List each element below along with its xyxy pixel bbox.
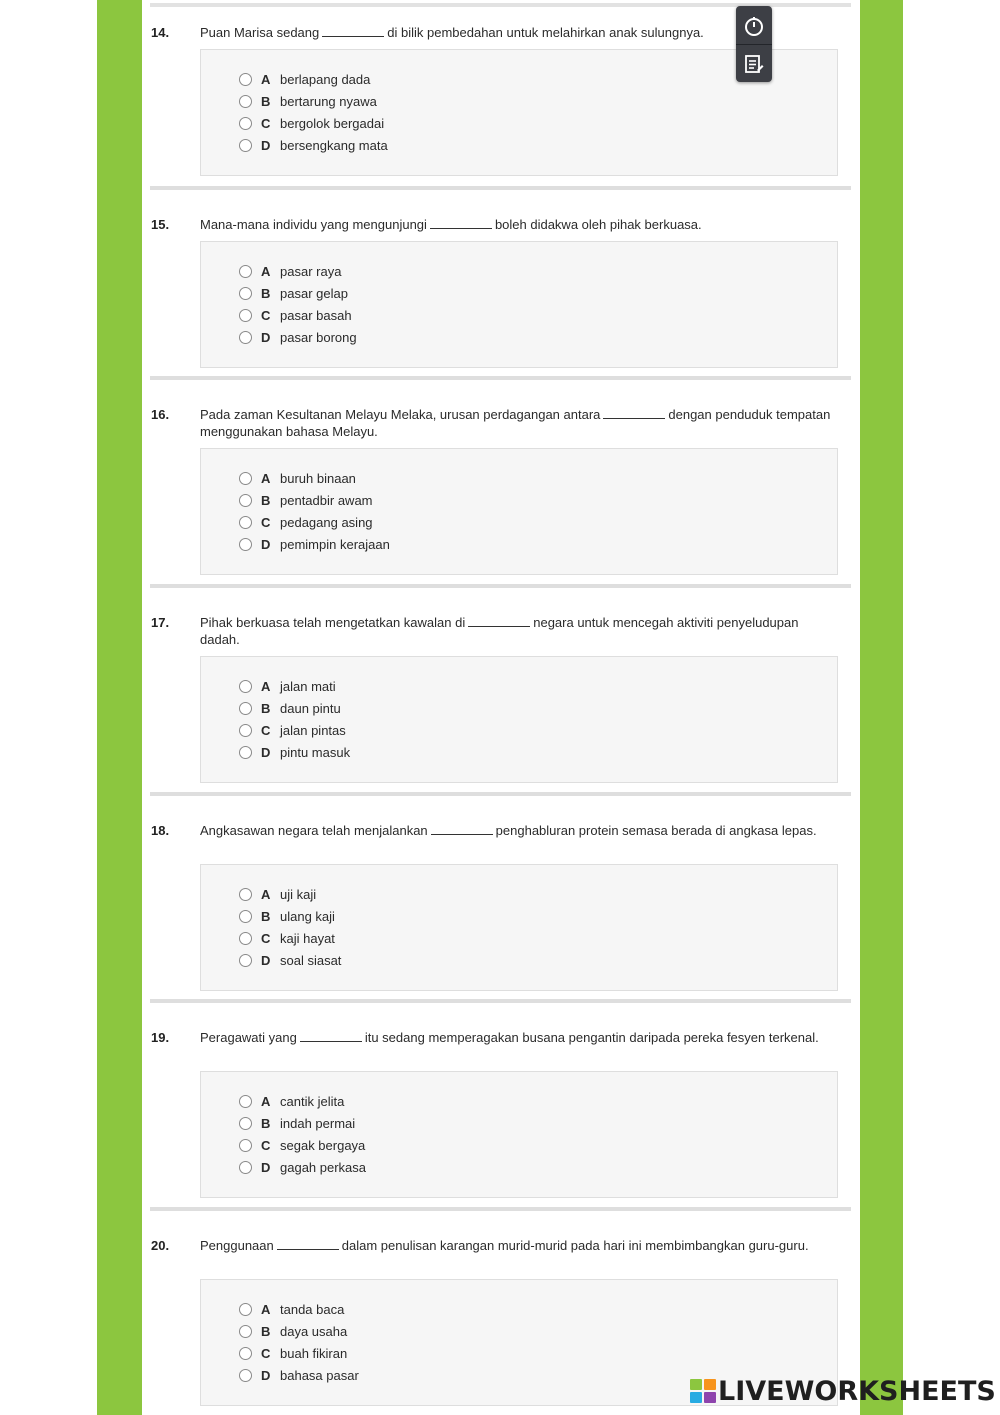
question-text-before: Peragawati yang xyxy=(200,1030,297,1045)
radio-button[interactable] xyxy=(239,1161,252,1174)
option-letter: D xyxy=(261,138,271,154)
option-text: bahasa pasar xyxy=(280,1368,359,1384)
option-letter: D xyxy=(261,1160,271,1176)
radio-button[interactable] xyxy=(239,1325,252,1338)
option-d[interactable] xyxy=(239,952,341,970)
option-c[interactable] xyxy=(239,930,335,948)
option-a[interactable] xyxy=(239,469,356,487)
answer-blank xyxy=(277,1239,339,1250)
question-divider xyxy=(150,792,851,796)
question-divider xyxy=(150,376,851,380)
radio-button[interactable] xyxy=(239,472,252,485)
option-b[interactable] xyxy=(239,699,341,717)
question-number: 20. xyxy=(151,1238,170,1253)
radio-button[interactable] xyxy=(239,331,252,344)
option-letter: B xyxy=(261,1115,271,1131)
radio-button[interactable] xyxy=(239,287,252,300)
question-text-before: Angkasawan negara telah menjalankan xyxy=(200,823,428,838)
options-box xyxy=(200,864,838,991)
option-letter: D xyxy=(261,330,271,346)
option-letter: D xyxy=(261,537,271,553)
radio-button[interactable] xyxy=(239,95,252,108)
option-text: pasar basah xyxy=(280,308,352,324)
option-text: jalan mati xyxy=(280,678,336,694)
option-b[interactable] xyxy=(239,1114,355,1132)
option-letter: D xyxy=(261,953,271,969)
answer-blank xyxy=(603,408,665,419)
option-letter: B xyxy=(261,700,271,716)
notes-icon xyxy=(743,53,765,75)
option-d[interactable] xyxy=(239,137,388,155)
option-text: buah fikiran xyxy=(280,1346,348,1362)
liveworksheets-logo-icon xyxy=(690,1379,716,1403)
option-text: pintu masuk xyxy=(280,745,351,761)
option-b[interactable] xyxy=(239,907,335,925)
question-number: 14. xyxy=(151,25,170,40)
option-text: tanda baca xyxy=(280,1301,345,1317)
radio-button[interactable] xyxy=(239,1139,252,1152)
option-letter: A xyxy=(261,263,271,279)
radio-button[interactable] xyxy=(239,954,252,967)
question-text xyxy=(200,1029,840,1046)
question-text-after: di bilik pembedahan untuk melahirkan anak sulungnya. xyxy=(387,25,704,40)
radio-button[interactable] xyxy=(239,73,252,86)
option-c[interactable] xyxy=(239,514,373,532)
option-a[interactable] xyxy=(239,70,370,88)
option-d[interactable] xyxy=(239,1159,366,1177)
radio-button[interactable] xyxy=(239,139,252,152)
option-letter: B xyxy=(261,908,271,924)
option-b[interactable] xyxy=(239,92,377,110)
option-d[interactable] xyxy=(239,1367,359,1385)
option-text: ulang kaji xyxy=(280,908,335,924)
option-letter: B xyxy=(261,492,271,508)
question-text-before: Penggunaan xyxy=(200,1238,274,1253)
logo-square xyxy=(690,1379,702,1390)
option-text: pasar borong xyxy=(280,330,357,346)
option-text: daya usaha xyxy=(280,1323,348,1339)
option-text: jalan pintas xyxy=(280,723,346,739)
notes-button[interactable] xyxy=(736,46,772,82)
question-divider xyxy=(150,186,851,190)
question-text-after: boleh didakwa oleh pihak berkuasa. xyxy=(494,217,702,232)
option-letter: C xyxy=(261,308,271,324)
option-letter: A xyxy=(261,1093,271,1109)
radio-button[interactable] xyxy=(239,1095,252,1108)
option-text: bertarung nyawa xyxy=(280,93,377,109)
answer-blank xyxy=(322,26,384,37)
radio-button[interactable] xyxy=(239,932,252,945)
answer-blank xyxy=(468,616,530,627)
option-c[interactable] xyxy=(239,1345,347,1363)
option-a[interactable] xyxy=(239,885,316,903)
option-c[interactable] xyxy=(239,722,346,740)
option-text: soal siasat xyxy=(280,953,342,969)
options-box xyxy=(200,448,838,575)
radio-button[interactable] xyxy=(239,1369,252,1382)
radio-button[interactable] xyxy=(239,538,252,551)
logo-text: LIVEWORKSHEETS xyxy=(718,1375,996,1407)
option-letter: D xyxy=(261,745,271,761)
question-text xyxy=(200,406,840,440)
option-letter: C xyxy=(261,1346,271,1362)
answer-blank xyxy=(430,218,492,229)
option-letter: D xyxy=(261,1368,271,1384)
logo-square xyxy=(704,1392,716,1403)
logo-square xyxy=(704,1379,716,1390)
radio-button[interactable] xyxy=(239,309,252,322)
radio-button[interactable] xyxy=(239,494,252,507)
right-side-panel xyxy=(860,0,903,1415)
option-text: kaji hayat xyxy=(280,931,335,947)
question-divider xyxy=(150,584,851,588)
radio-button[interactable] xyxy=(239,724,252,737)
option-d[interactable] xyxy=(239,744,350,762)
radio-button[interactable] xyxy=(239,888,252,901)
left-side-panel xyxy=(97,0,142,1415)
radio-button[interactable] xyxy=(239,910,252,923)
radio-button[interactable] xyxy=(239,516,252,529)
widget-separator xyxy=(736,44,772,45)
radio-button[interactable] xyxy=(239,746,252,759)
option-text: pentadbir awam xyxy=(280,492,373,508)
question-divider xyxy=(150,1207,851,1211)
option-text: pedagang asing xyxy=(280,515,373,531)
radio-button[interactable] xyxy=(239,680,252,693)
option-c[interactable] xyxy=(239,1137,365,1155)
option-text: pasar raya xyxy=(280,263,342,279)
answer-blank xyxy=(300,1031,362,1042)
option-text: uji kaji xyxy=(280,886,317,902)
question-number: 16. xyxy=(151,407,170,422)
timer-icon xyxy=(743,15,765,37)
option-a[interactable] xyxy=(239,1300,344,1318)
option-a[interactable] xyxy=(239,677,336,695)
question-text-before: Puan Marisa sedang xyxy=(200,25,320,40)
question-number: 17. xyxy=(151,615,170,630)
radio-button[interactable] xyxy=(239,1303,252,1316)
radio-button[interactable] xyxy=(239,117,252,130)
option-text: gagah perkasa xyxy=(280,1160,367,1176)
liveworksheets-logo xyxy=(690,1373,996,1409)
question-number: 19. xyxy=(151,1030,170,1045)
logo-square xyxy=(690,1392,702,1403)
question-text-after: dengan penduduk tempatan menggunakan bahasa Melayu. xyxy=(200,407,831,439)
question-text xyxy=(200,1237,840,1254)
question-text xyxy=(200,822,840,839)
option-c[interactable] xyxy=(239,115,384,133)
option-text: pasar gelap xyxy=(280,285,348,301)
question-text-before: Pihak berkuasa telah mengetatkan kawalan di xyxy=(200,615,466,630)
option-letter: A xyxy=(261,678,271,694)
options-box xyxy=(200,656,838,783)
radio-button[interactable] xyxy=(239,1347,252,1360)
question-number: 15. xyxy=(151,217,170,232)
option-letter: A xyxy=(261,470,271,486)
question-number: 18. xyxy=(151,823,170,838)
question-text-after: itu sedang memperagakan busana pengantin daripada pereka fesyen terkenal. xyxy=(364,1030,819,1045)
option-text: buruh binaan xyxy=(280,470,356,486)
option-text: cantik jelita xyxy=(280,1093,345,1109)
option-letter: C xyxy=(261,931,271,947)
question-divider xyxy=(150,999,851,1003)
timer-button[interactable] xyxy=(736,8,772,44)
question-text-before: Pada zaman Kesultanan Melayu Melaka, urusan perdagangan antara xyxy=(200,407,601,422)
option-letter: B xyxy=(261,1323,271,1339)
option-b[interactable] xyxy=(239,284,348,302)
option-text: berlapang dada xyxy=(280,71,371,87)
option-text: pemimpin kerajaan xyxy=(280,537,390,553)
option-letter: A xyxy=(261,71,271,87)
option-letter: A xyxy=(261,886,271,902)
options-box xyxy=(200,1071,838,1198)
option-d[interactable] xyxy=(239,329,357,347)
option-text: bersengkang mata xyxy=(280,138,388,154)
radio-button[interactable] xyxy=(239,1117,252,1130)
option-letter: B xyxy=(261,285,271,301)
option-text: daun pintu xyxy=(280,700,341,716)
option-text: segak bergaya xyxy=(280,1138,366,1154)
question-text-after: penghabluran protein semasa berada di angkasa lepas. xyxy=(495,823,817,838)
tool-widget xyxy=(736,6,772,82)
option-b[interactable] xyxy=(239,491,373,509)
option-letter: C xyxy=(261,515,271,531)
option-letter: B xyxy=(261,93,271,109)
option-text: indah permai xyxy=(280,1115,356,1131)
option-text: bergolok bergadai xyxy=(280,116,385,132)
option-a[interactable] xyxy=(239,262,341,280)
radio-button[interactable] xyxy=(239,265,252,278)
options-box xyxy=(200,241,838,368)
question-text xyxy=(200,216,840,233)
option-a[interactable] xyxy=(239,1092,344,1110)
radio-button[interactable] xyxy=(239,702,252,715)
option-letter: C xyxy=(261,116,271,132)
option-letter: A xyxy=(261,1301,271,1317)
answer-blank xyxy=(431,824,493,835)
option-letter: C xyxy=(261,1138,271,1154)
question-text xyxy=(200,614,840,648)
question-text-before: Mana-mana individu yang mengunjungi xyxy=(200,217,427,232)
option-d[interactable] xyxy=(239,536,390,554)
option-letter: C xyxy=(261,723,271,739)
question-text-after: dalam penulisan karangan murid-murid pada hari ini membimbangkan guru-guru. xyxy=(341,1238,809,1253)
option-c[interactable] xyxy=(239,307,352,325)
question-text-after: negara untuk mencegah aktiviti penyeludupan dadah. xyxy=(200,615,799,647)
option-b[interactable] xyxy=(239,1322,347,1340)
